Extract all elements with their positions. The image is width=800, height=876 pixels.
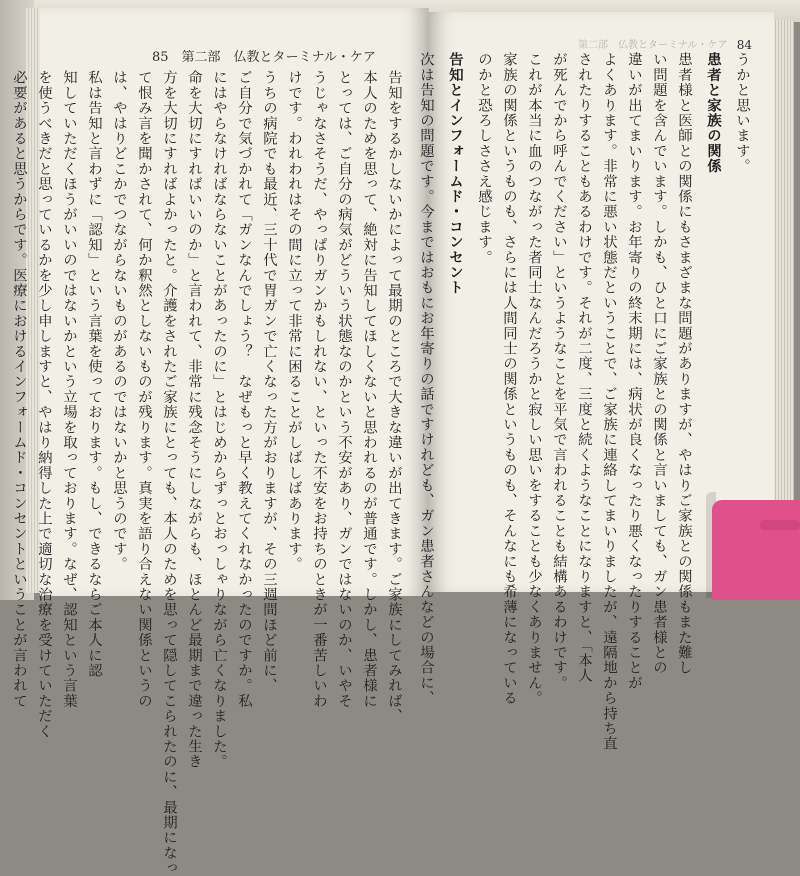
text-line: て恨み言を聞かされて、何か釈然としないものが残ります。真実を語り合えない関係というの bbox=[136, 70, 152, 709]
text-line: 知していただくほうがいいのではないかという立場を取っております。なぜ、認知という言葉 bbox=[61, 70, 77, 709]
text-line: い問題を含んでいます。しかも、ひと口にご家族との関係と言いましても、ガン患者様との bbox=[651, 52, 667, 676]
text-line: 違いが出てまいります。お年寄りの終末期には、病状が良くなったり悪くなったりすることが bbox=[626, 52, 642, 691]
left-page bbox=[11, 8, 429, 876]
bookmark-tab-notch bbox=[760, 520, 800, 530]
text-line: が死んでから呼んでください」というようなことを平気で言われることも結構あるわけです。 bbox=[551, 52, 567, 691]
text-line: 私は告知と言わずに「認知」という言葉を使っております。もし、できるならご本人に認 bbox=[86, 70, 102, 678]
text-line: 命を大切にすればいいのか」と言われて、非常に残念そうにしながらも、ほとんど最期まで違った生き bbox=[186, 70, 202, 770]
text-line: 方を大切にすればよかったと。介護をされたご家族にとっても、本人のためを思って隠してこられたのに、最期になっ bbox=[161, 70, 177, 876]
text-line: うじゃなさそうだ、やっぱりガンかもしれない、といった不安をお持ちのときが一番苦しいわ bbox=[311, 70, 327, 709]
text-line: にはやらなければならないことがあったのに」とはじめからずっとおっしゃりながら亡くなりました。 bbox=[211, 70, 227, 770]
left-page-body bbox=[6, 70, 406, 876]
text-line: されたりすることもあるわけです。それが二度、三度と続くようなことになりますと、「本人 bbox=[576, 52, 592, 684]
text-line: 次は告知の問題です。今まではおもにお年寄りの話ですけれども、ガン患者さんなどの場合に、 bbox=[418, 52, 434, 706]
faded-running-head: 第二部 仏教とターミナル・ケア bbox=[578, 40, 728, 51]
text-line: 告知をするかしないかによって最期のところで大きな違いが出てきます。ご家族にしてみれば、 bbox=[386, 70, 402, 724]
text-line: これが本当に血のつながった者同士なんだろうかと寂しい思いをすることも少なくありません。 bbox=[526, 52, 542, 706]
section-heading-family: 患者と家族の関係 bbox=[705, 52, 721, 174]
text-line: よくあります。非常に悪い状態だということで、ご家族に連絡してまいりましたが、遠隔地から持ち直 bbox=[601, 52, 617, 752]
text-line: ご自分で気づかれて「ガンなんでしょう？ なぜもっと早く教えてくれなかったのですか。私 bbox=[236, 70, 252, 709]
pink-bookmark-tab bbox=[712, 500, 800, 600]
section-heading-informed-consent: 告知とインフォームド・コンセント bbox=[447, 52, 463, 296]
text-line: 必要があると思うからです。医療におけるインフォームド・コンセントということが言われて bbox=[11, 70, 27, 709]
text-line: けです。われわれはその間に立って非常に困ることがしばしばあります。 bbox=[286, 70, 302, 572]
text-line: うちの病院でも最近、三十代で胃ガンで亡くなった方がおりますが、その三週間ほど前に、 bbox=[261, 70, 277, 694]
right-page-body bbox=[413, 52, 754, 752]
text-line: とっては、ご自分の病気がどういう状態なのかという不安があり、ガンではないのか、いやそ bbox=[336, 70, 352, 709]
text-line: うかと思います。 bbox=[734, 52, 750, 174]
text-line: 本人のためを思って、絶対に告知してほしくないと思われるのが普通です。しかし、患者様に bbox=[361, 70, 377, 709]
running-head: 85 第二部 仏教とターミナル・ケア bbox=[152, 50, 376, 65]
text-line: 患者様と医師との関係にもさまざまな問題がありますが、やはりご家族との関係もまた難し bbox=[676, 52, 692, 676]
page-number: 84 bbox=[736, 38, 752, 52]
text-line: 家族の関係というものも、さらには人間同士の関係というものも、そんなにも希薄になっている bbox=[501, 52, 517, 706]
text-line: のかと恐ろしささえ感じます。 bbox=[476, 52, 492, 265]
text-line: は、やはりどこかでつながらないものがあるのではないかと思うのです。 bbox=[111, 70, 127, 572]
text-line: を使うべきだと思っているかを少し申しますと、やはり納得した上で適切な治療を受けていただく bbox=[36, 70, 52, 739]
